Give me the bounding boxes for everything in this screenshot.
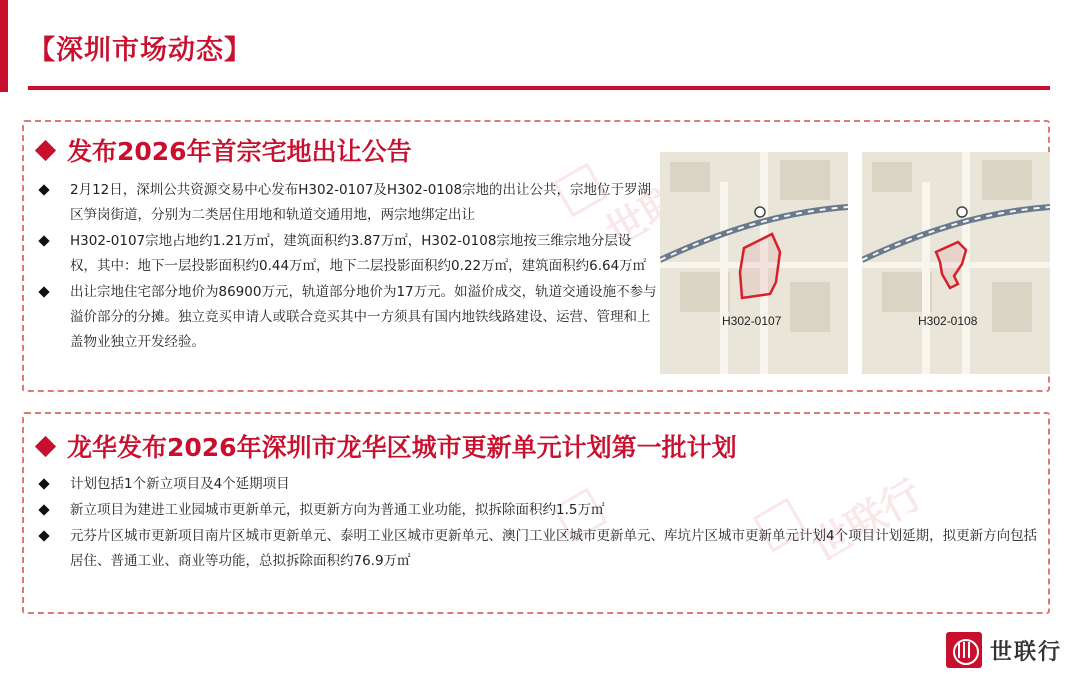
section-heading xyxy=(38,428,737,464)
site-map-h302-0107 xyxy=(660,152,848,374)
diamond-bullet-icon xyxy=(38,504,49,515)
list-item: 元芬片区城市更新项目南片区城市更新单元、泰明工业区城市更新单元、澳门工业区城市更新单元、库坑片区城市更新单元计划4个项目计划延期，拟更新方向包括居住、普通工业、商业等功能，总拟拆除面积约76.9万㎡ xyxy=(38,524,1038,574)
bullet-list xyxy=(38,178,658,356)
diamond-bullet-icon xyxy=(38,286,49,297)
page-title: 【深圳市场动态】 xyxy=(28,35,252,66)
list-item: 新立项目为建进工业园城市更新单元，拟更新方向为普通工业功能，拟拆除面积约1.5万㎡ xyxy=(38,498,1038,523)
list-item: 出让宗地住宅部分地价为86900万元，轨道部分地价为17万元。如溢价成交，轨道交通设施不参与溢价部分的分摊。独立竞买申请人或联合竞买其中一方须具有国内地铁线路建设、运营、管理和上盖物业独立开发经验。 xyxy=(38,280,658,355)
section-land-auction xyxy=(22,120,1050,392)
list-item: 计划包括1个新立项目及4个延期项目 xyxy=(38,472,1038,497)
section-heading-text: 龙华发布2026年深圳市龙华区城市更新单元计划第一批计划 xyxy=(67,433,737,462)
list-item: H302-0107宗地占地约1.21万㎡，建筑面积约3.87万㎡，H302-0108宗地按三维宗地分层设权，其中：地下一层投影面积约0.44万㎡，地下二层投影面积约0.22万㎡，建筑面积约6.64万㎡ xyxy=(38,229,658,279)
company-logo-icon xyxy=(946,632,982,668)
accent-bar xyxy=(0,0,8,92)
site-map-h302-0108 xyxy=(862,152,1050,374)
diamond-bullet-icon xyxy=(38,184,49,195)
bullet-list xyxy=(38,472,1038,575)
diamond-bullet-icon xyxy=(38,530,49,541)
brand-name: 世联行 xyxy=(989,639,1062,665)
map-label: H302-0107 xyxy=(722,314,782,328)
section-urban-renewal xyxy=(22,412,1050,614)
list-item: 2月12日，深圳公共资源交易中心发布H302-0107及H302-0108宗地的出让公共，宗地位于罗湖区笋岗街道，分别为二类居住用地和轨道交通用地，两宗地绑定出让 xyxy=(38,178,658,228)
diamond-bullet-icon xyxy=(38,478,49,489)
brand-logo xyxy=(946,632,1062,668)
diamond-bullet-icon xyxy=(38,235,49,246)
watermark: 世联行 xyxy=(803,471,931,572)
map-label: H302-0108 xyxy=(918,314,978,328)
section-heading-text: 发布2026年首宗宅地出让公告 xyxy=(67,137,412,166)
title-divider xyxy=(28,86,1050,90)
diamond-bullet-icon xyxy=(35,139,56,160)
diamond-bullet-icon xyxy=(35,435,56,456)
section-heading xyxy=(38,132,412,168)
